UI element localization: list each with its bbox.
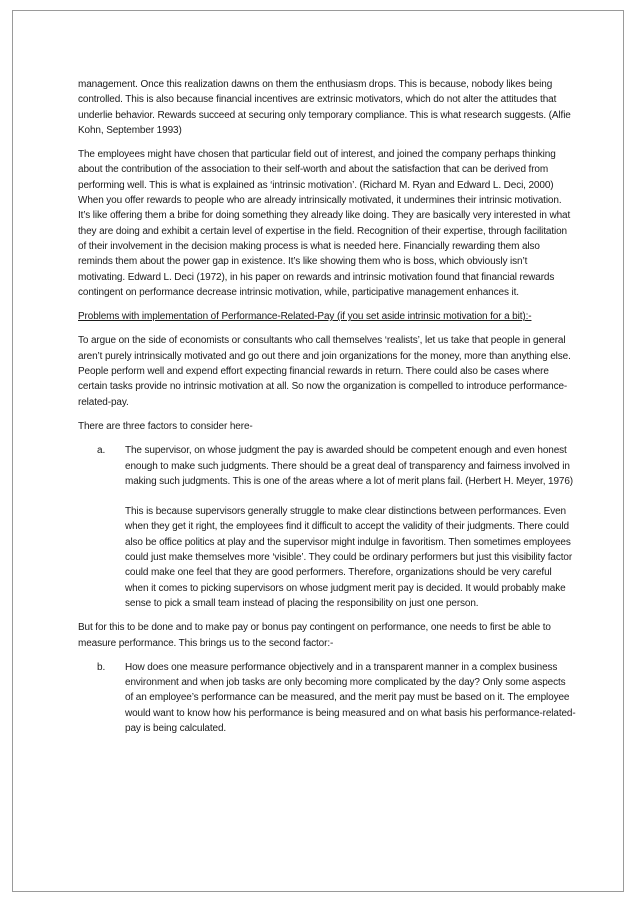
list-marker-b: b.: [97, 661, 106, 673]
section-heading: Problems with implementation of Performance-Related-Pay (if you set aside intrinsic motivation for a bit):-: [78, 311, 532, 323]
paragraph-intrinsic-motivation: The employees might have chosen that particular field out of interest, and joined the company perhaps thinking about the contribution of the association to their self-worth and about the satisfaction that can be derived from performing well. This is what is explained as ‘intrinsic motivation’. (Richard M. Ryan and Edward L. Deci, 2000) When you offer rewards to people who are already intrinsically motivated, it undermines their intrinsic motivation. It’s like offering them a bribe for doing something they already like doing. They are basically very interested in what they are doing and exhibit a certain level of expertise in the field. Recognition of their expertise, through facilitation of their involvement in the decision making process is what is needed here. Financially rewarding them also reminds them about the power gap in existence. It’s like showing them who is boss, which obviously isn’t motivating. Edward L. Deci (1972), in his paper on rewards and intrinsic motivation found that financial rewards contingent on performance decrease intrinsic motivation, while, participative management enhances it.: [78, 149, 571, 298]
list-item-a-paragraph-2: This is because supervisors generally struggle to make clear distinctions between performances. Even when they get it right, the employees find it difficult to accept the validity of their judgments. There could also be office politics at play and the supervisor might indulge in favoritism. Then sometimes employees could just make themselves more ‘visible’. They could be ordinary performers but just this visibility factor could make one feel that they are good performers. Therefore, organizations should be very careful when it comes to picking supervisors on whose judgment merit pay is decided. It would probably make sense to pick a small team instead of placing the responsibility on just one person.: [125, 506, 573, 609]
page-body: [78, 77, 576, 745]
document-page: [12, 10, 624, 892]
list-item-a: [78, 443, 576, 611]
list-item-b-paragraph-1: How does one measure performance objectively and in a transparent manner in a complex business environment and when job tasks are only becoming more complicated by the day? Only some aspects of an employee’s performance can be measured, and the merit pay must be based on it. The employee would want to know how his performance is being measured and on what basis his performance-related-pay is being calculated.: [125, 661, 576, 734]
paragraph-three-factors: There are three factors to consider here-: [78, 420, 253, 432]
list-marker-a: a.: [97, 445, 106, 457]
list-item-b: [78, 660, 576, 736]
paragraph-kohn: management. Once this realization dawns on them the enthusiasm drops. This is because, nobody likes being controlled. This is also because financial incentives are extrinsic motivators, which do not alter the attitudes that underlie behavior. Rewards succeed at securing only temporary compliance. This is what research suggests. (Alfie Kohn, September 1993): [78, 79, 571, 136]
paragraph-transition: But for this to be done and to make pay or bonus pay contingent on performance, one needs to first be able to measure performance. This brings us to the second factor:-: [78, 622, 551, 649]
paragraph-realists: To argue on the side of economists or consultants who call themselves ‘realists’, let us take that people in general aren’t purely intrinsically motivated and go out there and join organizations for the money, more than anything else. People perform well and expend effort expecting financial rewards in return. There could also be cases where certain tasks provide no intrinsic motivation at all. So now the organization is compelled to introduce performance-related-pay.: [78, 335, 571, 408]
list-item-a-paragraph-1: The supervisor, on whose judgment the pay is awarded should be competent enough and even honest enough to make such judgments. There should be a great deal of transparency and fairness involved in making such judgments. This is one of the areas where a lot of merit plans fail. (Herbert H. Meyer, 1976): [125, 445, 573, 487]
